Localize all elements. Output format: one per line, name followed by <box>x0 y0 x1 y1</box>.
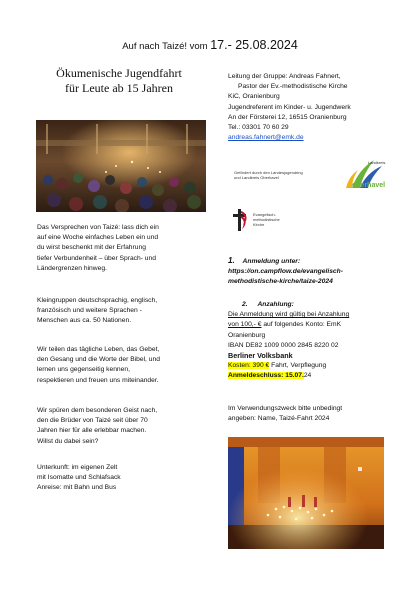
text-line: respektieren und freuen uns miteinander. <box>37 376 159 384</box>
text-line: französisch und weitere Sprachen - <box>37 307 142 315</box>
campflow-url[interactable]: methodistische-kirche/taize-2024 <box>228 278 333 286</box>
leader-line: Jugendreferent im Kinder- u. Jugendwerk <box>228 103 351 111</box>
travel-line: Anreise: mit Bahn und Bus <box>37 484 117 492</box>
text-line: Willst du dabei sein? <box>37 437 99 445</box>
document-title <box>30 66 208 96</box>
text-line: Wir teilen das tägliche Leben, das Gebet, <box>37 346 160 353</box>
text-line: Kleingruppen deutschsprachig, englisch, <box>37 297 158 304</box>
deadline-label: Anmeldeschluss: 15.07. <box>228 372 304 380</box>
note-line: angeben: Name, Taizé-Fahrt 2024 <box>228 415 330 423</box>
funding-line: und Landkreis Oberhavel <box>234 175 279 180</box>
oberhavel-logo <box>338 158 388 192</box>
leader-line: An der Försterei 12, 16515 Oranienburg <box>228 113 347 121</box>
landkreis-label: Landkreis <box>368 160 386 165</box>
step-1-number: 1. <box>228 256 235 265</box>
page-header <box>0 38 420 52</box>
accommodation-line: Unterkunft: im eigenen Zelt <box>37 464 118 471</box>
daily-life-paragraph <box>37 345 217 386</box>
leader-line: KiC, Oranienburg <box>228 93 280 101</box>
text-line: Das Versprechen von Taizé: lass dich ein <box>37 224 159 231</box>
costs-detail: Fahrt, Verpflegung <box>269 362 327 370</box>
text-line: auf eine Woche einfaches Leben ein und <box>37 234 159 242</box>
deposit-line: Die Anmeldung wird gültig bei Anzahlung <box>228 311 350 319</box>
note-line: Im Verwendungszweck bitte unbedingt <box>228 405 343 412</box>
header-prefix: Auf nach Taizé! vom <box>122 41 208 52</box>
taize-church-photo <box>228 437 384 549</box>
church-name <box>253 212 313 227</box>
leader-line: Tel.: 03301 70 60 29 <box>228 124 289 132</box>
languages-paragraph <box>37 296 217 327</box>
church-cross-logo <box>230 207 250 233</box>
leader-line: Pastor der Ev.-methodistische Kirche <box>238 83 348 91</box>
registration-step-2 <box>228 300 408 382</box>
text-line: lernen uns gegenseitig kennen, <box>37 366 130 374</box>
leader-info <box>228 72 408 143</box>
church-name-line: Kirche <box>253 222 265 227</box>
text-line: Ländergrenzen hinweg. <box>37 264 107 272</box>
account-holder: Oranienburg <box>228 331 266 339</box>
oberhavel-label: oberhavel <box>352 182 386 189</box>
funding-line: Gefördert durch den Landesjugendring <box>234 170 303 175</box>
funding-note <box>234 170 334 180</box>
church-gathering-photo <box>36 120 206 212</box>
text-line: den die Brüder von Taizé seit über 70 <box>37 417 148 425</box>
text-line: Jahren hier für alle erlebbar machen. <box>37 427 147 435</box>
deposit-amount: von 100,- € <box>228 321 262 329</box>
registration-step-1 <box>228 256 408 288</box>
bank-name: Berliner Volksbank <box>228 351 293 361</box>
text-line: tiefer Verbundenheit – über Sprach- und <box>37 254 156 262</box>
email-link[interactable]: andreas.fahnert@emk.de <box>228 134 304 142</box>
campflow-url[interactable]: https://on.campflow.de/evangelisch- <box>228 268 343 276</box>
text-line: Menschen aus ca. 50 Nationen. <box>37 317 132 325</box>
promise-paragraph <box>37 223 217 274</box>
leader-line: Leitung der Gruppe: Andreas Fahnert, <box>228 73 341 80</box>
step-2-label: Anzahlung: <box>257 301 294 308</box>
details-paragraph <box>37 463 217 494</box>
iban: IBAN DE82 1009 0000 2845 8220 02 <box>228 341 339 349</box>
deadline-year: 24 <box>303 372 312 380</box>
header-date: 17.- 25.08.2024 <box>210 38 298 52</box>
step-2-number: 2. <box>242 301 248 308</box>
deposit-account-text: auf folgendes Konto: EmK <box>261 321 342 329</box>
step-1-label: Anmeldung unter: <box>242 258 301 265</box>
title-line-1: Ökumenische Jugendfahrt <box>56 66 182 80</box>
spirit-paragraph <box>37 406 217 447</box>
equipment-line: mit Isomatte und Schlafsack <box>37 474 121 482</box>
text-line: du wirst beschenkt mit der Erfahrung <box>37 244 146 252</box>
church-name-line: methodistische <box>253 217 280 222</box>
transfer-note <box>228 404 408 424</box>
church-name-line: Evangelisch- <box>253 212 276 217</box>
title-line-2: für Leute ab 15 Jahren <box>65 81 173 95</box>
text-line: den Gesang und die Worte der Bibel, und <box>37 356 160 364</box>
text-line: Wir spüren dem besonderen Geist nach, <box>37 407 158 414</box>
costs-label: Kosten: 390 € <box>228 362 270 370</box>
